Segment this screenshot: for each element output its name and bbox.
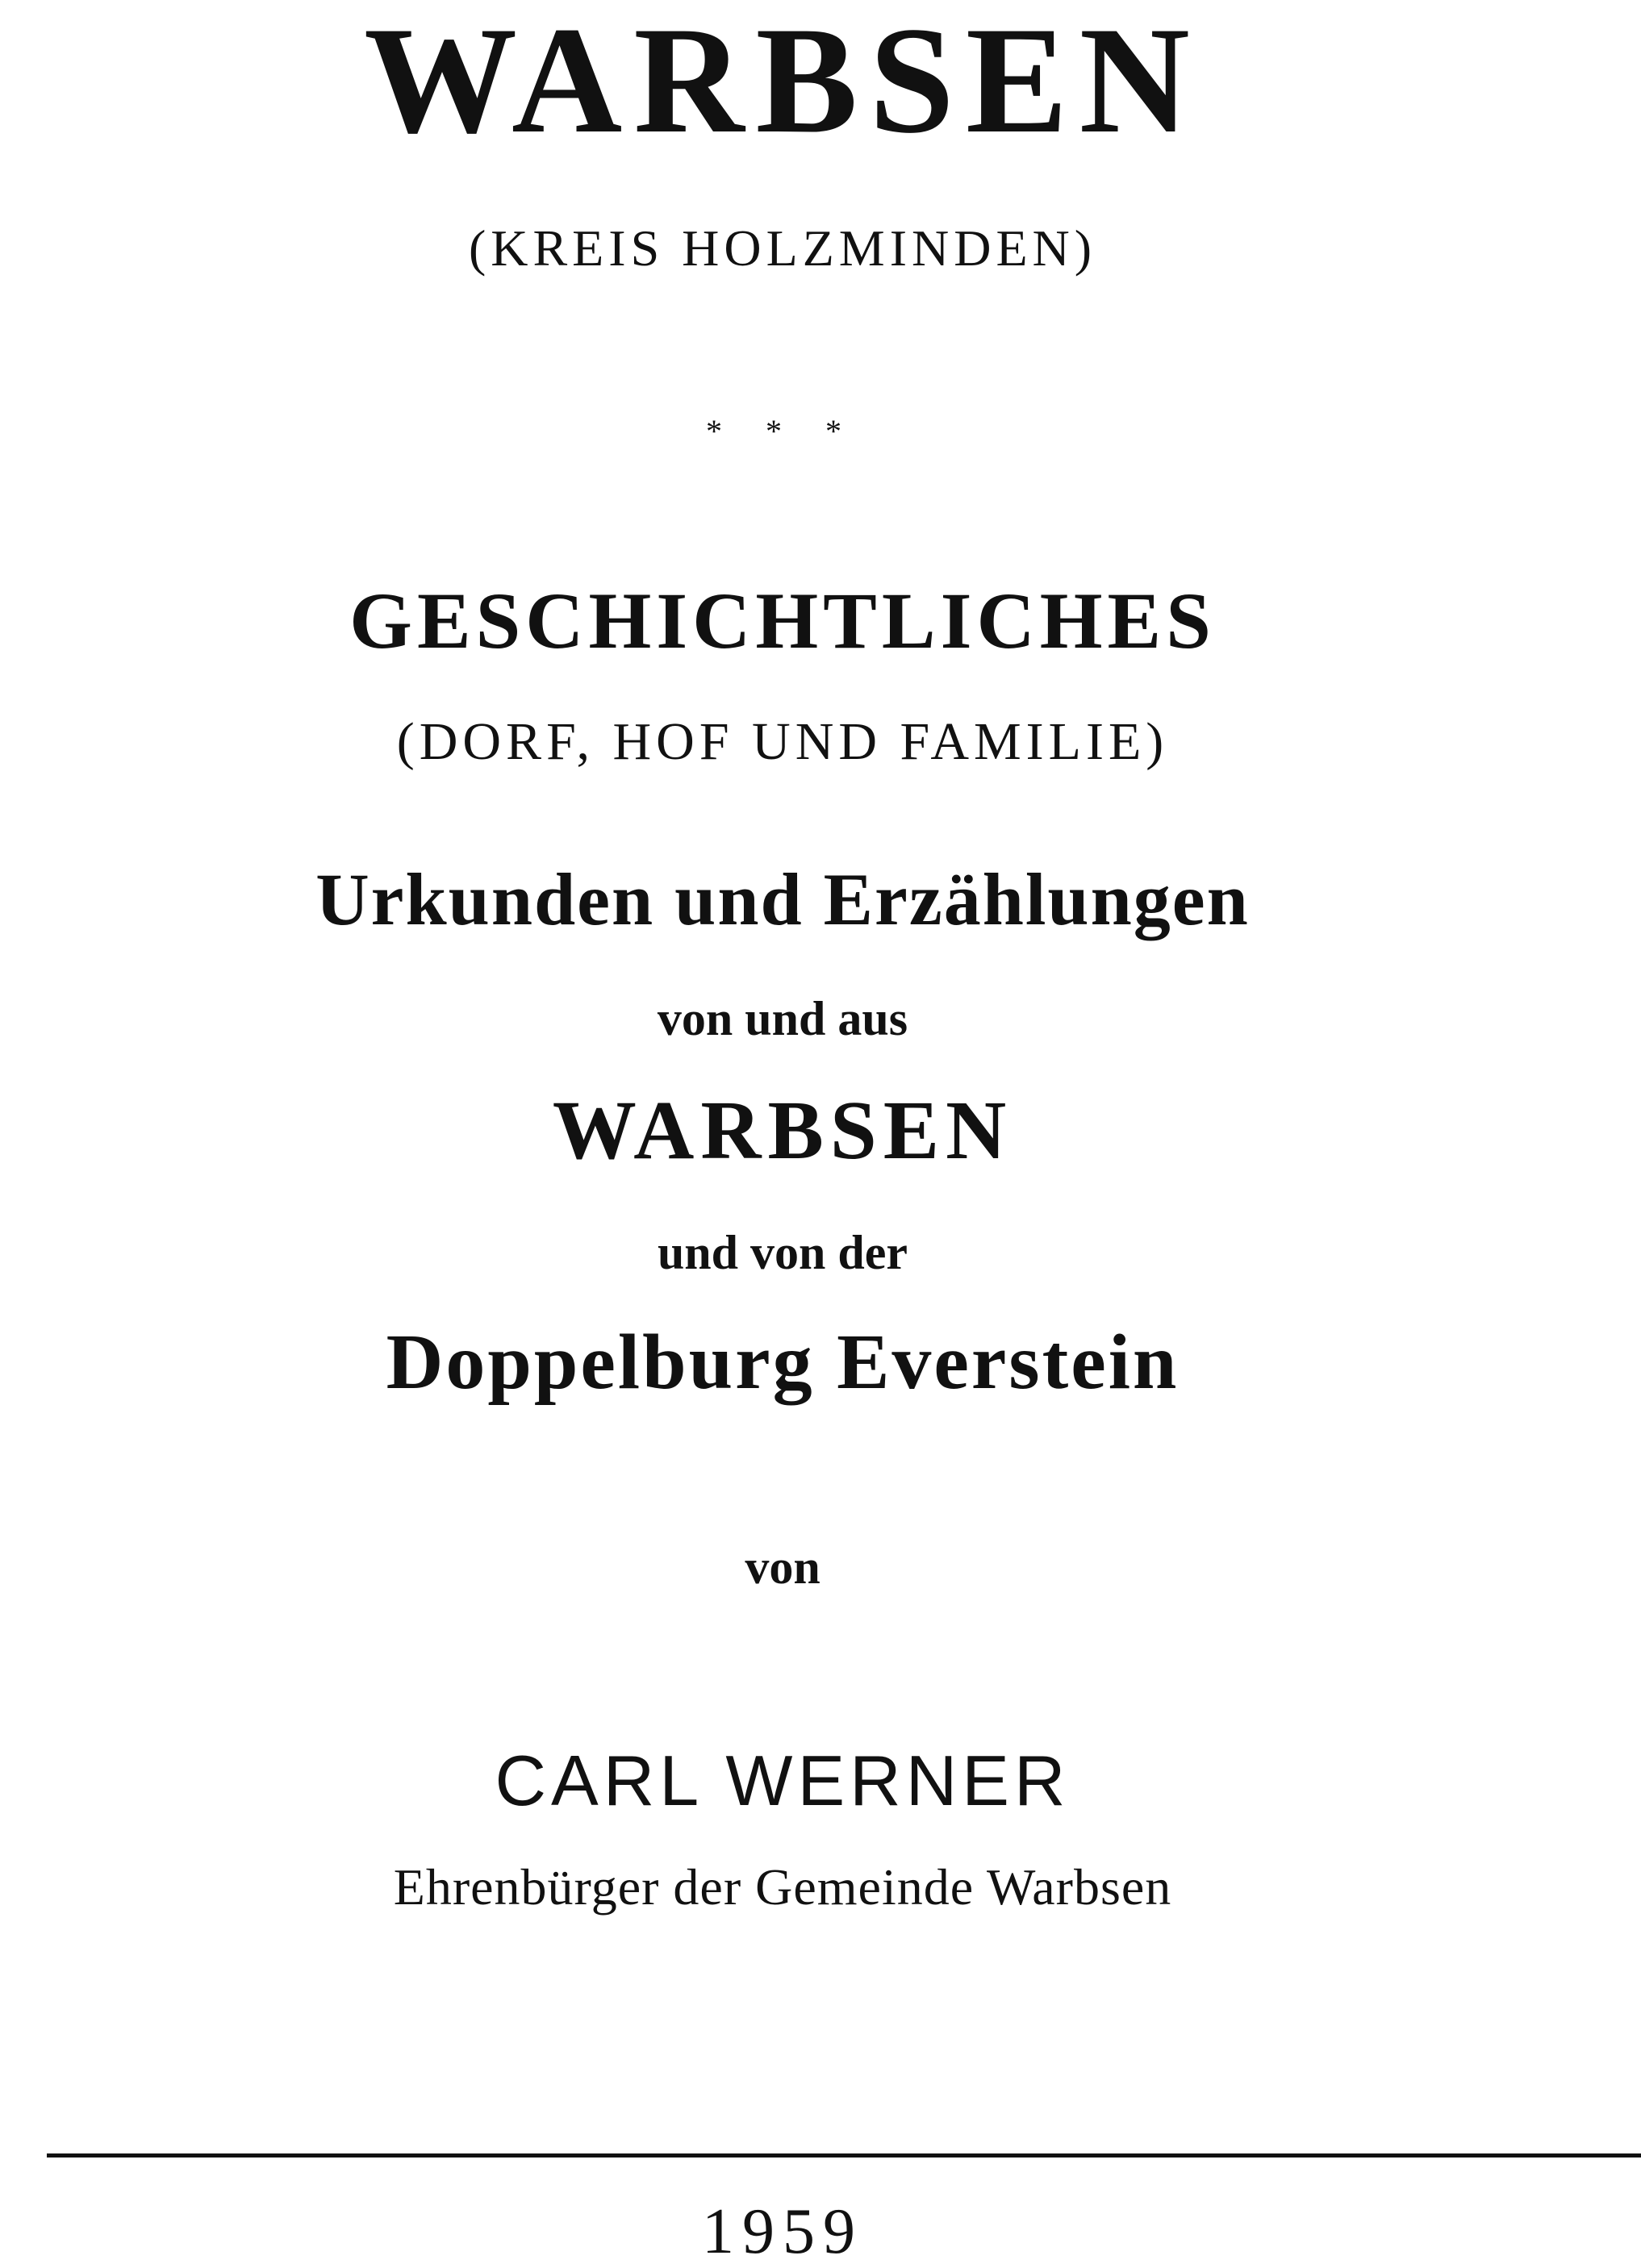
- asterism-separator: * * *: [706, 413, 859, 449]
- author-name: CARL WERNER: [495, 1741, 1071, 1820]
- author-role: Ehrenbürger der Gemeinde Warbsen: [393, 1858, 1172, 1916]
- and-line: und von der: [657, 1226, 908, 1279]
- castle-title: Doppelburg Everstein: [386, 1319, 1180, 1406]
- documents-line: Urkunden und Erzählungen: [315, 858, 1250, 940]
- district-subtitle: (KREIS HOLZMINDEN): [468, 219, 1097, 277]
- horizontal-rule: [47, 2153, 1641, 2158]
- from-line: von und aus: [657, 992, 908, 1045]
- section-title: GESCHICHTLICHES: [349, 576, 1216, 665]
- publication-year: 1959: [702, 2196, 863, 2267]
- by-line: von: [745, 1540, 820, 1594]
- place-title: WARBSEN: [552, 1084, 1013, 1177]
- main-title: WARBSEN: [364, 0, 1201, 165]
- section-subtitle: (DORF, HOF UND FAMILIE): [396, 712, 1169, 771]
